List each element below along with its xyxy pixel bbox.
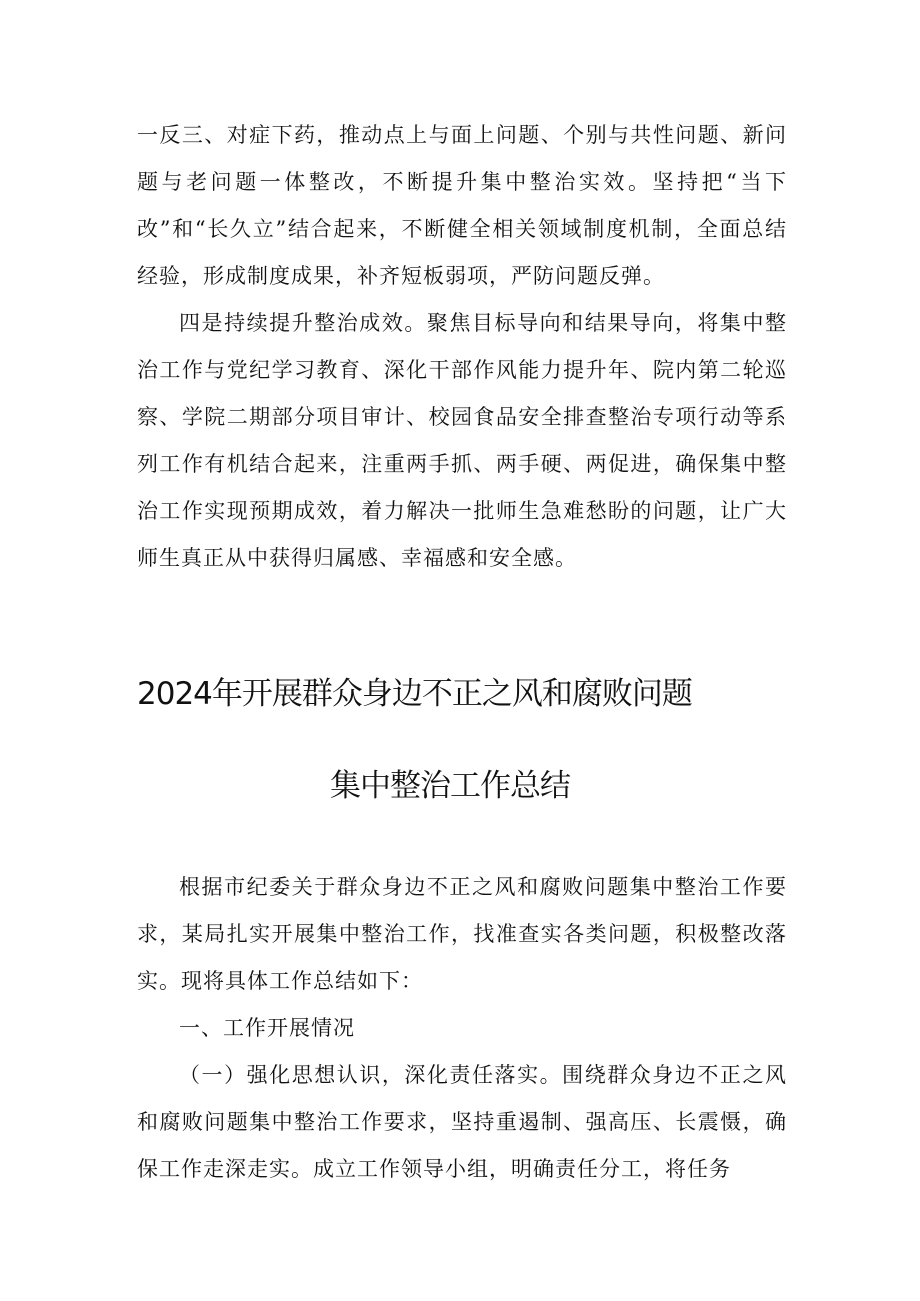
previous-paragraph-continuation: 一反三、对症下药，推动点上与面上问题、个别与共性问题、新问题与老问题一体整改，不断提升集中整治实效。坚持把“当下改”和“长久立”结合起来，不断健全相关领域制度机制，全面总结经验，形成制度成果，补齐短板弱项，严防问题反弹。 bbox=[137, 123, 787, 288]
document-body bbox=[137, 864, 787, 1193]
document-title-line-1: 2024年开展群众身边不正之风和腐败问题 bbox=[137, 676, 692, 712]
previous-paragraph-point-four: 四是持续提升整治成效。聚焦目标导向和结果导向，将集中整治工作与党纪学习教育、深化干部作风能力提升年、院内第二轮巡察、学院二期部分项目审计、校园食品安全排查整治专项行动等系列工作有机结合起来，注重两手抓、两手硬、两促进，确保集中整治工作实现预期成效，着力解决一批师生急难愁盼的问题，让广大师生真正从中获得归属感、幸福感和安全感。 bbox=[137, 311, 787, 570]
previous-section-text bbox=[137, 112, 787, 582]
intro-paragraph: 根据市纪委关于群众身边不正之风和腐败问题集中整治工作要求，某局扎实开展集中整治工作，找准查实各类问题，积极整改落实。现将具体工作总结如下： bbox=[137, 875, 787, 993]
document-title-line-2: 集中整治工作总结 bbox=[330, 768, 570, 804]
section-1-paragraph-1: （一）强化思想认识，深化责任落实。围绕群众身边不正之风和腐败问题集中整治工作要求，坚持重遏制、强高压、长震慑，确保工作走深走实。成立工作领导小组，明确责任分工，将任务 bbox=[137, 1063, 787, 1181]
section-1-heading: 一、工作开展情况 bbox=[179, 1016, 355, 1040]
